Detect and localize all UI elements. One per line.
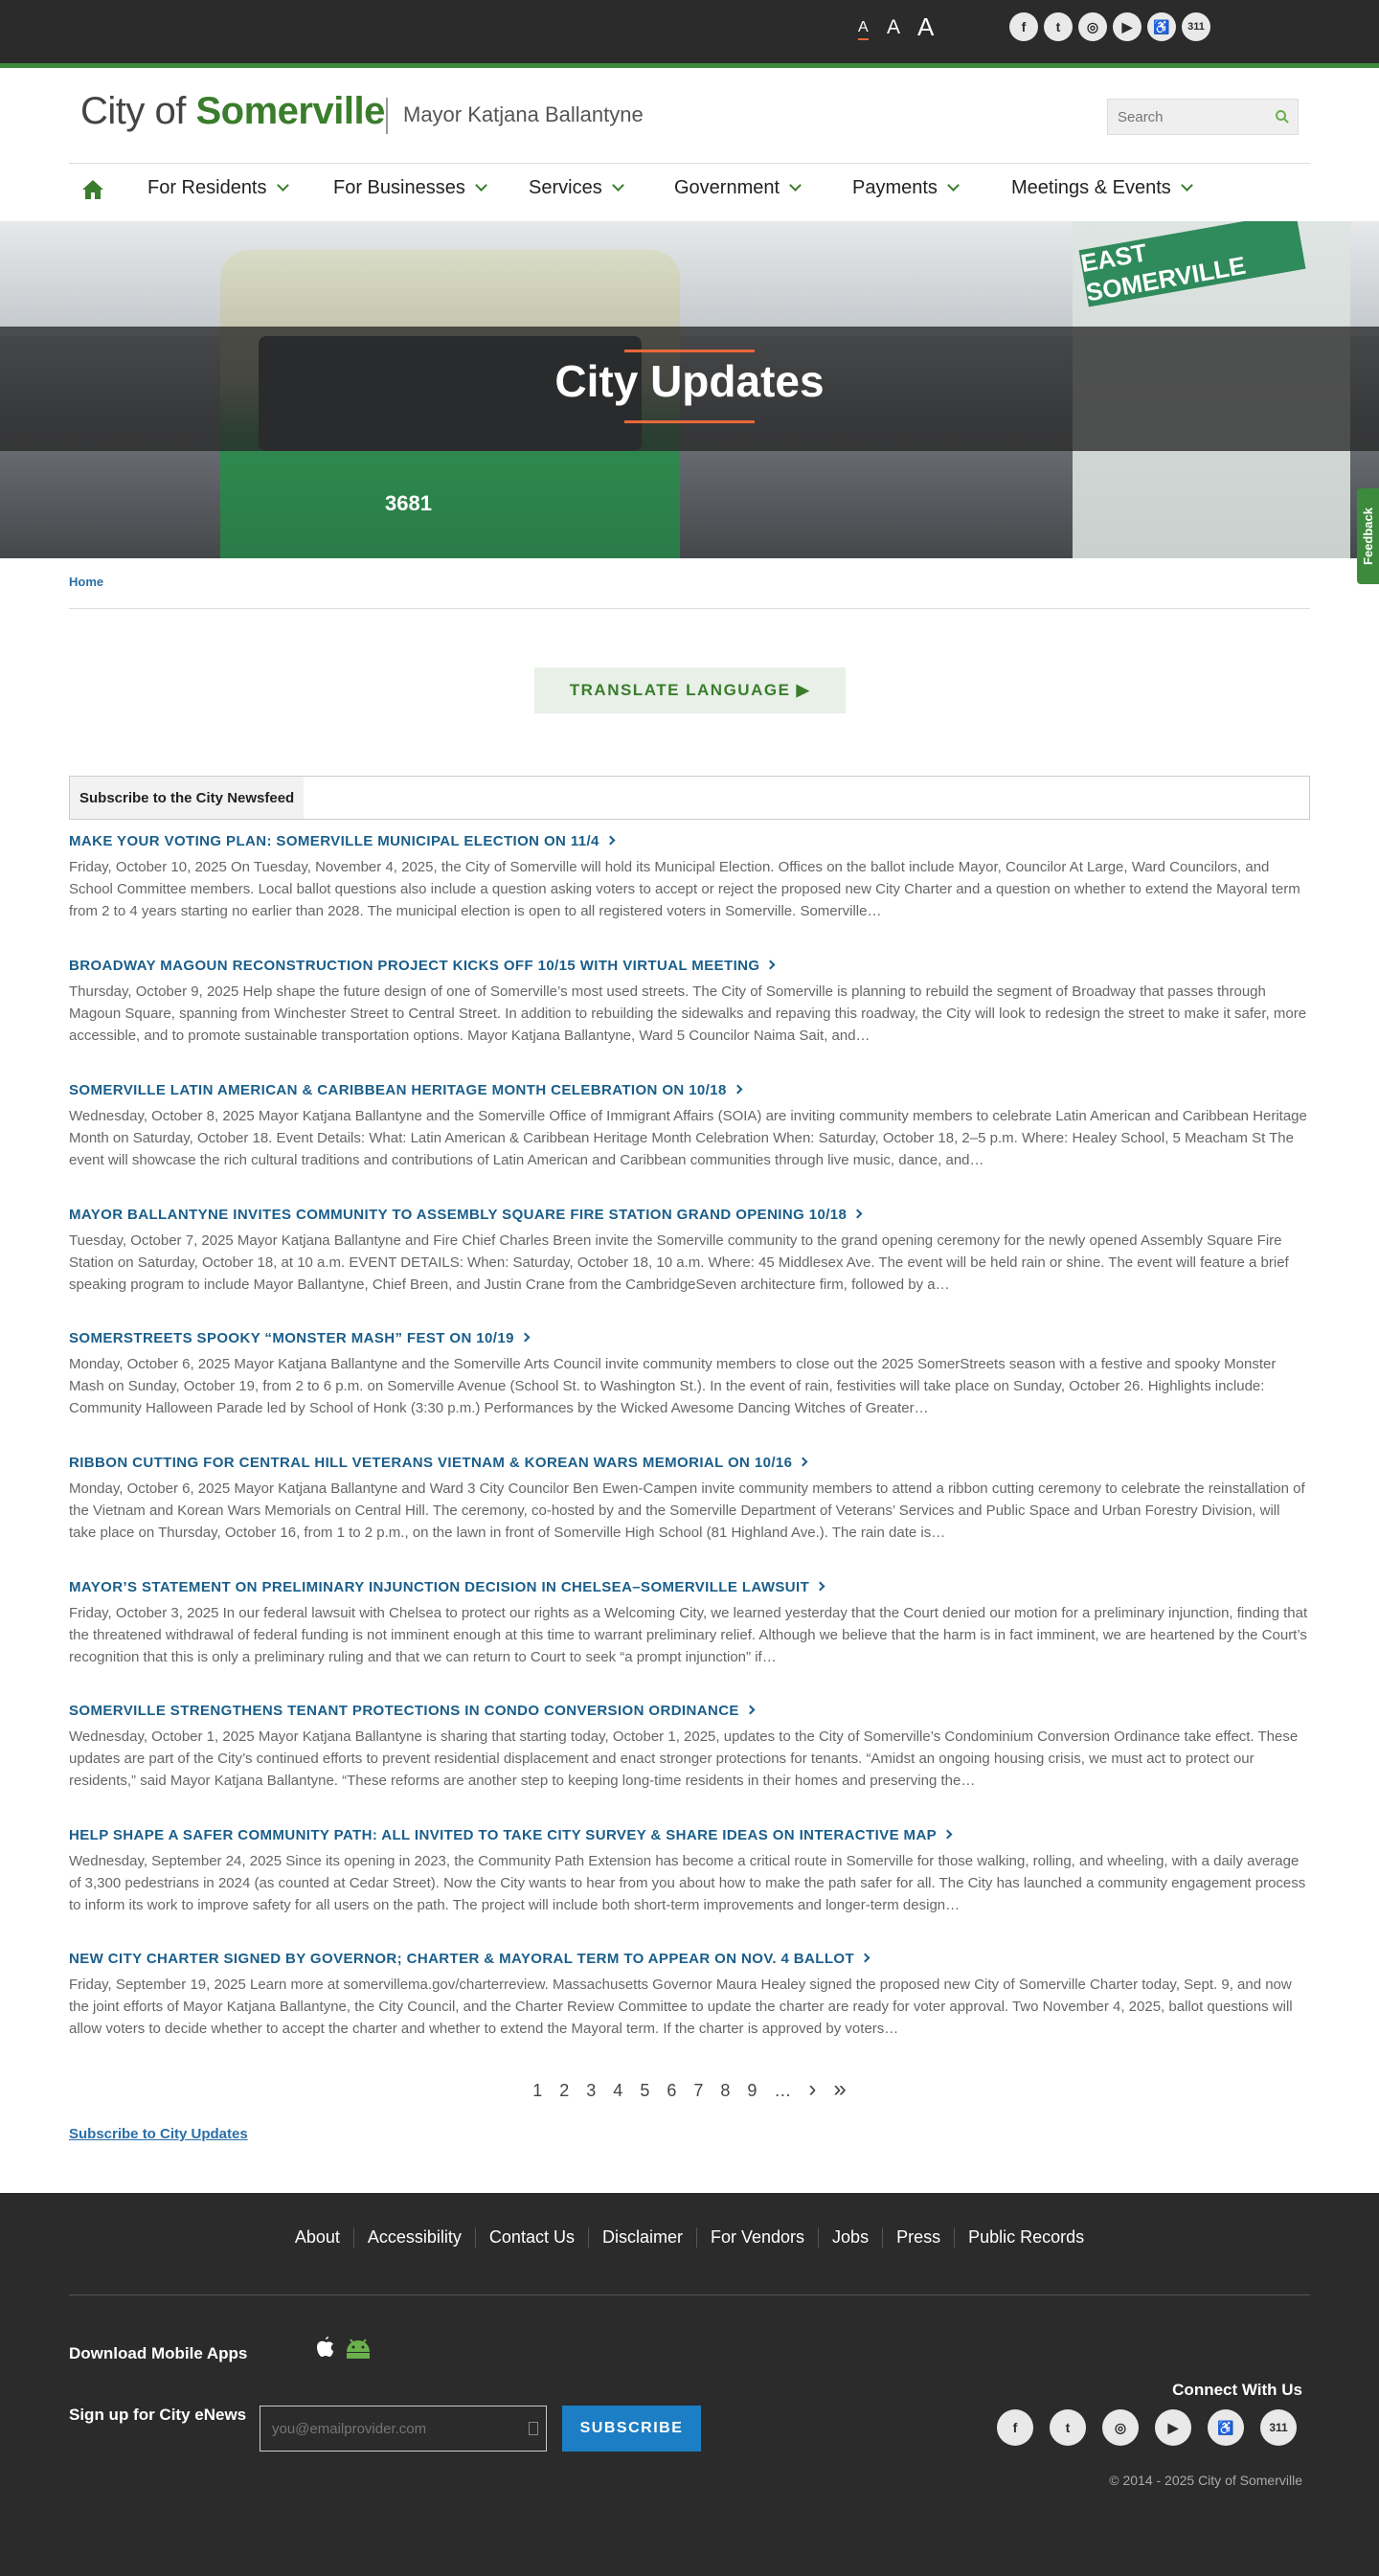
page-link[interactable]: 8	[720, 2081, 731, 2100]
news-summary: Wednesday, September 24, 2025 Since its opening in 2023, the Community Path Extension has become a critical route in Somerville for those walking, rolling, and wheeling, with a daily average of 3,300 pedestrians in 2024 (as counted at Cedar Street). Now the City wants to hear from you about how to make the path safer for all. The City has launched a community engagement process to inform its work to improve safety for all users on the path. The project will include both short-term improvements and longer-term design…	[69, 1853, 1306, 1913]
footer-link-contact-us[interactable]: Contact Us	[475, 2227, 588, 2248]
instagram-icon[interactable]: ◎	[1102, 2409, 1139, 2446]
chevron-down-icon	[1181, 179, 1193, 192]
email-field-wrapper	[260, 2406, 547, 2452]
page-link[interactable]: 4	[613, 2081, 623, 2100]
page-link[interactable]: 9	[747, 2081, 757, 2100]
search-box	[1107, 99, 1299, 135]
page-link[interactable]: ›	[808, 2076, 817, 2102]
news-title-text: SOMERSTREETS SPOOKY “MONSTER MASH” FEST ON 10/19	[69, 1330, 514, 1346]
news-title-link[interactable]	[69, 1579, 1314, 1595]
news-title-link[interactable]	[69, 1207, 1314, 1223]
footer-divider	[69, 2294, 1310, 2295]
news-title-text: SOMERVILLE STRENGTHENS TENANT PROTECTIONS IN CONDO CONVERSION ORDINANCE	[69, 1703, 739, 1719]
page-link: …	[774, 2081, 792, 2100]
search-input[interactable]	[1108, 100, 1261, 134]
news-title-link[interactable]	[69, 958, 1314, 974]
news-item	[69, 1330, 1314, 1419]
chevron-down-icon	[277, 179, 289, 192]
page-link[interactable]: »	[833, 2076, 847, 2102]
news-title-link[interactable]	[69, 1330, 1314, 1346]
breadcrumb-divider	[69, 608, 1310, 609]
mobile-apps-label: Download Mobile Apps	[69, 2344, 248, 2362]
subscribe-button[interactable]: SUBSCRIBE	[562, 2406, 701, 2452]
news-item	[69, 1207, 1314, 1296]
news-title-link[interactable]	[69, 833, 1314, 849]
search-icon[interactable]	[1275, 109, 1290, 124]
page-link[interactable]: 3	[586, 2081, 597, 2100]
page-link[interactable]: 1	[532, 2081, 543, 2100]
news-title-text: RIBBON CUTTING FOR CENTRAL HILL VETERANS VIETNAM & KOREAN WARS MEMORIAL ON 10/16	[69, 1455, 793, 1471]
nav-label: Government	[674, 177, 780, 198]
news-summary: Friday, September 19, 2025 Learn more at somervillema.gov/charterreview. Massachusetts Governor Maura Healey signed the proposed new City of Somerville Charter today, Sept. 9, and now the joint efforts of Mayor Katjana Ballantyne, the City Council, and the Charter Review Committee to update the charter are ready for voter approval. Two November 4, 2025, ballot questions will allow voters to decide whether to accept the charter and whether to extend the Mayoral term. If the charter is approved by voters…	[69, 1977, 1293, 2037]
chevron-right-icon	[745, 1706, 755, 1715]
news-title-link[interactable]	[69, 1827, 1314, 1843]
news-title-text: BROADWAY MAGOUN RECONSTRUCTION PROJECT KICKS OFF 10/15 WITH VIRTUAL MEETING	[69, 958, 760, 974]
nav-label: For Residents	[147, 177, 267, 198]
news-item	[69, 1703, 1314, 1792]
page-title: City Updates	[554, 356, 825, 406]
mayor-name: Mayor Katjana Ballantyne	[403, 102, 644, 126]
accessibility-icon[interactable]: ♿	[1147, 12, 1176, 41]
news-item	[69, 1827, 1314, 1916]
footer-link-jobs[interactable]: Jobs	[818, 2227, 882, 2248]
footer-link-for-vendors[interactable]: For Vendors	[696, 2227, 818, 2248]
news-title-link[interactable]	[69, 1082, 1314, 1098]
nav-for-residents[interactable]	[147, 177, 287, 199]
twitter-icon[interactable]: t	[1044, 12, 1073, 41]
nav-label: Meetings & Events	[1011, 177, 1171, 198]
news-item	[69, 1579, 1314, 1668]
enews-label: Sign up for City eNews	[69, 2406, 247, 2424]
footer-link-public-records[interactable]: Public Records	[954, 2227, 1097, 2248]
nav-meetings-events[interactable]	[1011, 177, 1191, 199]
news-title-link[interactable]	[69, 1951, 1314, 1967]
chevron-right-icon	[816, 1582, 825, 1592]
nav-payments[interactable]	[852, 177, 958, 199]
newsfeed-box	[69, 776, 1310, 820]
chevron-right-icon	[799, 1457, 808, 1467]
train-number: 3681	[385, 491, 432, 515]
youtube-icon[interactable]: ▶	[1155, 2409, 1191, 2446]
logo-divider	[386, 98, 388, 134]
chevron-right-icon	[733, 1085, 742, 1095]
chevron-down-icon	[947, 179, 960, 192]
station-sign: EAST SOMERVILLE	[1079, 221, 1306, 307]
font-size-large-button[interactable]: A	[917, 12, 935, 41]
chevron-right-icon	[943, 1830, 953, 1840]
copyright: © 2014 - 2025 City of Somerville	[1109, 2473, 1302, 2488]
twitter-icon[interactable]: t	[1050, 2409, 1086, 2446]
chevron-down-icon	[612, 179, 624, 192]
nav-label: For Businesses	[333, 177, 465, 198]
email-field[interactable]	[260, 2407, 519, 2451]
news-summary: Wednesday, October 8, 2025 Mayor Katjana Ballantyne and the Somerville Office of Immigrant Affairs (SOIA) are inviting community members to celebrate Latin American and Caribbean Heritage Month on Saturday, October 18. Event Details: What: Latin American & Caribbean Heritage Month Celebration When: Saturday, October 18, 2–5 p.m. Where: Healey School, 5 Meacham St The event will showcase the rich cultural traditions and contributions of Latin American and Caribbean communities through live music, dance, and…	[69, 1108, 1307, 1168]
title-rule-top	[624, 350, 755, 352]
news-item	[69, 1951, 1314, 2040]
chevron-right-icon	[766, 960, 776, 970]
footer-link-about[interactable]: About	[294, 2227, 340, 2247]
news-item	[69, 1455, 1314, 1544]
translate-language-button[interactable]: TRANSLATE LANGUAGE ▶	[534, 667, 846, 713]
news-summary: Friday, October 3, 2025 In our federal lawsuit with Chelsea to protect our rights as a Welcoming City, we learned yesterday that the Court denied our motion for a preliminary injunction, finding that the threatened withdrawal of federal funding is not imminent enough at this time to warrant preliminary relief. Although we believe that the harm is in fact imminent, we are heartened by the Court’s recognition that this is only a preliminary ruling and that we can return to Court to seek “a prompt injunction” if…	[69, 1605, 1308, 1665]
chevron-down-icon	[475, 179, 487, 192]
instagram-icon[interactable]: ◎	[1078, 12, 1107, 41]
logo-prefix: City of	[80, 90, 196, 132]
autofill-icon	[529, 2422, 538, 2435]
footer-link-press[interactable]: Press	[882, 2227, 954, 2248]
news-title-text: SOMERVILLE LATIN AMERICAN & CARIBBEAN HERITAGE MONTH CELEBRATION ON 10/18	[69, 1082, 727, 1098]
logo-name: Somerville	[195, 90, 385, 132]
chevron-right-icon	[520, 1333, 530, 1343]
news-summary: Monday, October 6, 2025 Mayor Katjana Ballantyne and the Somerville Arts Council invite community members to close out the 2025 SomerStreets season with a festive and spooky Monster Mash on Sunday, October 19, from 2 to 6 p.m. on Somerville Avenue (School St. to Washington St.). In the event of rain, festivities will take place on Sunday, October 26. Highlights include: Community Halloween Parade led by School of Honk (3:30 p.m.) Performances by the Wicked Awesome Dancing Witches of Greater…	[69, 1356, 1277, 1416]
page-link[interactable]: 5	[640, 2081, 650, 2100]
chevron-right-icon	[853, 1209, 863, 1219]
news-summary: Wednesday, October 1, 2025 Mayor Katjana Ballantyne is sharing that starting today, October 1, 2025, updates to the City of Somerville’s Condominium Conversion Ordinance take effect. These updates are part of the City’s continued efforts to prevent residential displacement and enact stronger protections for tenants. “Amidst an ongoing housing crisis, we must act to protect our residents,” said Mayor Katjana Ballantyne. “These reforms are another step to keeping long-time residents in their homes and preserving the…	[69, 1729, 1299, 1789]
news-title-link[interactable]	[69, 1455, 1314, 1471]
nav-services[interactable]	[529, 177, 622, 199]
311-icon[interactable]: 311	[1260, 2409, 1297, 2446]
news-title-link[interactable]	[69, 1703, 1314, 1719]
feedback-tab[interactable]: Feedback	[1357, 488, 1379, 584]
apple-icon[interactable]	[312, 2333, 335, 2360]
news-item	[69, 833, 1314, 922]
news-title-text: HELP SHAPE A SAFER COMMUNITY PATH: ALL INVITED TO TAKE CITY SURVEY & SHARE IDEAS ON INTERACTIVE MAP	[69, 1827, 938, 1843]
connect-label: Connect With Us	[1172, 2381, 1302, 2399]
news-summary: Thursday, October 9, 2025 Help shape the future design of one of Somerville’s most used streets. The City of Somerville is planning to rebuild the segment of Broadway that passes through Magoun Square, spanning from Winchester Street to Central Street. In addition to rebuilding the sidewalks and repaving this roadway, the City will look to redesign the street to make it safer, more accessible, and to promote sustainable transportation options. Mayor Katjana Ballantyne, Ward 5 Councilor Naima Sait, and…	[69, 983, 1307, 1044]
breadcrumb-home[interactable]: Home	[69, 575, 104, 589]
chevron-down-icon	[789, 179, 802, 192]
nav-government[interactable]	[674, 177, 800, 199]
utility-bar	[0, 0, 1379, 63]
footer-link-accessibility[interactable]: Accessibility	[353, 2227, 475, 2248]
footer-link-disclaimer[interactable]: Disclaimer	[588, 2227, 696, 2248]
page-link[interactable]: 7	[693, 2081, 704, 2100]
footer-links	[0, 2227, 1379, 2248]
main-nav	[69, 163, 1310, 220]
chevron-right-icon	[605, 836, 615, 846]
home-icon[interactable]	[80, 177, 105, 202]
news-title-text: MAYOR’S STATEMENT ON PRELIMINARY INJUNCTION DECISION IN CHELSEA–SOMERVILLE LAWSUIT	[69, 1579, 810, 1595]
font-size-medium-button[interactable]: A	[887, 16, 901, 38]
pagination	[0, 2076, 1379, 2103]
font-size-small-button[interactable]: A	[858, 19, 869, 40]
news-item	[69, 1082, 1314, 1171]
news-summary: Tuesday, October 7, 2025 Mayor Katjana Ballantyne and Fire Chief Charles Breen invite the Somerville community to the grand opening ceremony for the newly opened Assembly Square Fire Station on Saturday, October 18, at 10 a.m. EVENT DETAILS: When: Saturday, October 18, 10 a.m. Where: 45 Middlesex Ave. The event will be held rain or shine. The event will feature a brief speaking program to include Mayor Ballantyne, Chief Breen, and Justin Crane from the CambridgeSeven architecture firm, followed by a…	[69, 1232, 1289, 1293]
title-rule-bottom	[624, 420, 755, 423]
news-summary: Monday, October 6, 2025 Mayor Katjana Ballantyne and Ward 3 City Councilor Ben Ewen-Campen invite community members to attend a ribbon cutting ceremony to celebrate the reinstallation of the Vietnam and Korean Wars Memorials on Central Hill. The ceremony, co-hosted by and the Somerville Department of Veterans’ Services and Public Space and Urban Forestry Division, will take place on Thursday, October 16, from 1 to 2 p.m., on the lawn in front of Somerville High School (81 Highland Ave.). The rain date is…	[69, 1480, 1305, 1541]
green-divider	[0, 63, 1379, 68]
facebook-icon[interactable]: f	[997, 2409, 1033, 2446]
footer	[0, 2193, 1379, 2576]
nav-label: Payments	[852, 177, 938, 198]
nav-for-businesses[interactable]	[333, 177, 486, 199]
youtube-icon[interactable]: ▶	[1113, 12, 1142, 41]
subscribe-newsfeed-link[interactable]: Subscribe to the City Newsfeed	[70, 777, 304, 819]
page-link[interactable]: 6	[667, 2081, 677, 2100]
nav-label: Services	[529, 177, 602, 198]
page-link[interactable]: 2	[559, 2081, 570, 2100]
android-icon[interactable]	[341, 2335, 375, 2360]
chevron-right-icon	[861, 1954, 870, 1963]
subscribe-city-updates-link[interactable]: Subscribe to City Updates	[69, 2126, 248, 2142]
news-summary: Friday, October 10, 2025 On Tuesday, November 4, 2025, the City of Somerville will hold its Municipal Election. Offices on the ballot include Mayor, Councilor At Large, Ward Councilors, and School Committee members. Local ballot questions also include a question asking voters to accept or reject the proposed new City Charter and a question on whether to extend the Mayoral term from 2 to 4 years starting no earlier than 2028. The municipal election is open to all registered voters in Somerville. Somerville…	[69, 859, 1300, 919]
facebook-icon[interactable]: f	[1009, 12, 1038, 41]
accessibility-icon[interactable]: ♿	[1208, 2409, 1244, 2446]
news-title-text: MAKE YOUR VOTING PLAN: SOMERVILLE MUNICIPAL ELECTION ON 11/4	[69, 833, 599, 849]
311-icon[interactable]: 311	[1182, 12, 1210, 41]
news-title-text: MAYOR BALLANTYNE INVITES COMMUNITY TO ASSEMBLY SQUARE FIRE STATION GRAND OPENING 10/18	[69, 1207, 848, 1223]
news-title-text: NEW CITY CHARTER SIGNED BY GOVERNOR; CHARTER & MAYORAL TERM TO APPEAR ON NOV. 4 BALLOT	[69, 1951, 855, 1967]
news-item	[69, 958, 1314, 1047]
city-logo[interactable]	[80, 90, 385, 133]
hero-banner	[0, 221, 1379, 558]
